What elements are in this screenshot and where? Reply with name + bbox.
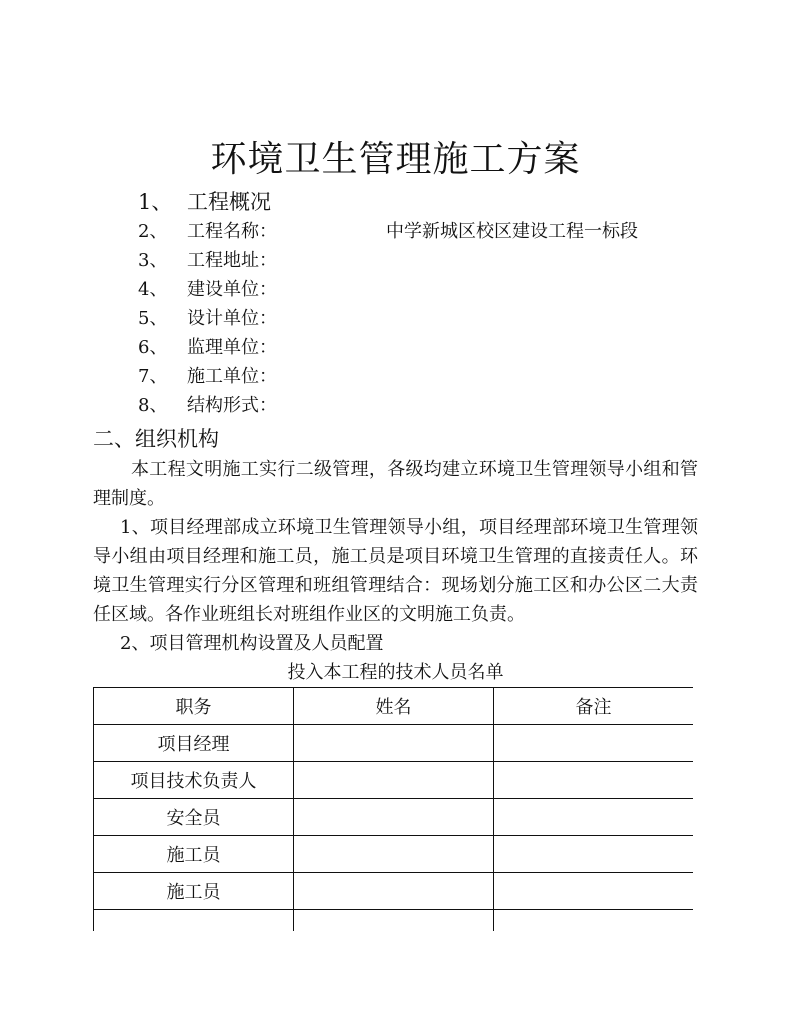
note-cell <box>494 873 694 910</box>
role-cell: 安全员 <box>94 799 294 836</box>
role-cell <box>94 910 294 932</box>
name-cell <box>294 910 494 932</box>
name-cell <box>294 836 494 873</box>
overview-item-label: 监理单位： <box>187 337 277 358</box>
section-heading: 二、组织机构 <box>93 427 219 451</box>
name-cell <box>294 762 494 799</box>
table-row <box>94 910 694 932</box>
note-cell <box>494 799 694 836</box>
column-header-note: 备注 <box>494 688 694 725</box>
column-header-name: 姓名 <box>294 688 494 725</box>
overview-item-label: 建设单位： <box>187 279 277 300</box>
note-cell <box>494 836 694 873</box>
note-cell <box>494 910 694 932</box>
overview-item-number: 8、 <box>138 395 168 416</box>
table-header-row <box>94 688 694 725</box>
overview-item-label: 工程地址： <box>187 250 277 271</box>
overview-heading-label: 工程概况 <box>187 190 271 214</box>
note-cell <box>494 725 694 762</box>
table-row <box>94 762 694 799</box>
role-cell: 项目技术负责人 <box>94 762 294 799</box>
overview-item-label: 结构形式： <box>187 395 277 416</box>
overview-item-label: 施工单位： <box>187 366 277 387</box>
overview-item-number: 3、 <box>138 250 168 271</box>
paragraph: 本工程文明施工实行二级管理，各级均建立环境卫生管理领导小组和管理制度。 <box>93 459 698 509</box>
overview-item-number: 5、 <box>138 308 168 329</box>
table-row <box>94 836 694 873</box>
overview-heading-number: 1、 <box>138 190 173 214</box>
note-cell <box>494 762 694 799</box>
role-cell: 施工员 <box>94 873 294 910</box>
staff-table <box>93 687 693 931</box>
name-cell <box>294 873 494 910</box>
name-cell <box>294 799 494 836</box>
overview-item-value: 中学新城区校区建设工程一标段 <box>386 221 638 242</box>
name-cell <box>294 725 494 762</box>
paragraph: 1、项目经理部成立环境卫生管理领导小组，项目经理部环境卫生管理领导小组由项目经理和施工员，施工员是项目环境卫生管理的直接责任人。环境卫生管理实行分区管理和班组管理结合：现场划分施工区和办公区二大责任区域。各作业班组长对班组作业区的文明施工负责。 <box>93 517 698 625</box>
table-row <box>94 873 694 910</box>
document-title: 环境卫生管理施工方案 <box>210 139 581 180</box>
table-row <box>94 799 694 836</box>
table-title: 投入本工程的技术人员名单 <box>287 662 504 683</box>
overview-item-number: 7、 <box>138 366 168 387</box>
role-cell: 施工员 <box>94 836 294 873</box>
overview-item-number: 6、 <box>138 337 168 358</box>
table-row <box>94 725 694 762</box>
role-cell: 项目经理 <box>94 725 294 762</box>
overview-item-number: 2、 <box>138 221 168 242</box>
overview-item-label: 设计单位： <box>187 308 277 329</box>
column-header-role: 职务 <box>94 688 294 725</box>
paragraph: 2、项目管理机构设置及人员配置 <box>120 633 384 654</box>
overview-item-number: 4、 <box>138 279 168 300</box>
overview-item-label: 工程名称： <box>187 221 277 242</box>
